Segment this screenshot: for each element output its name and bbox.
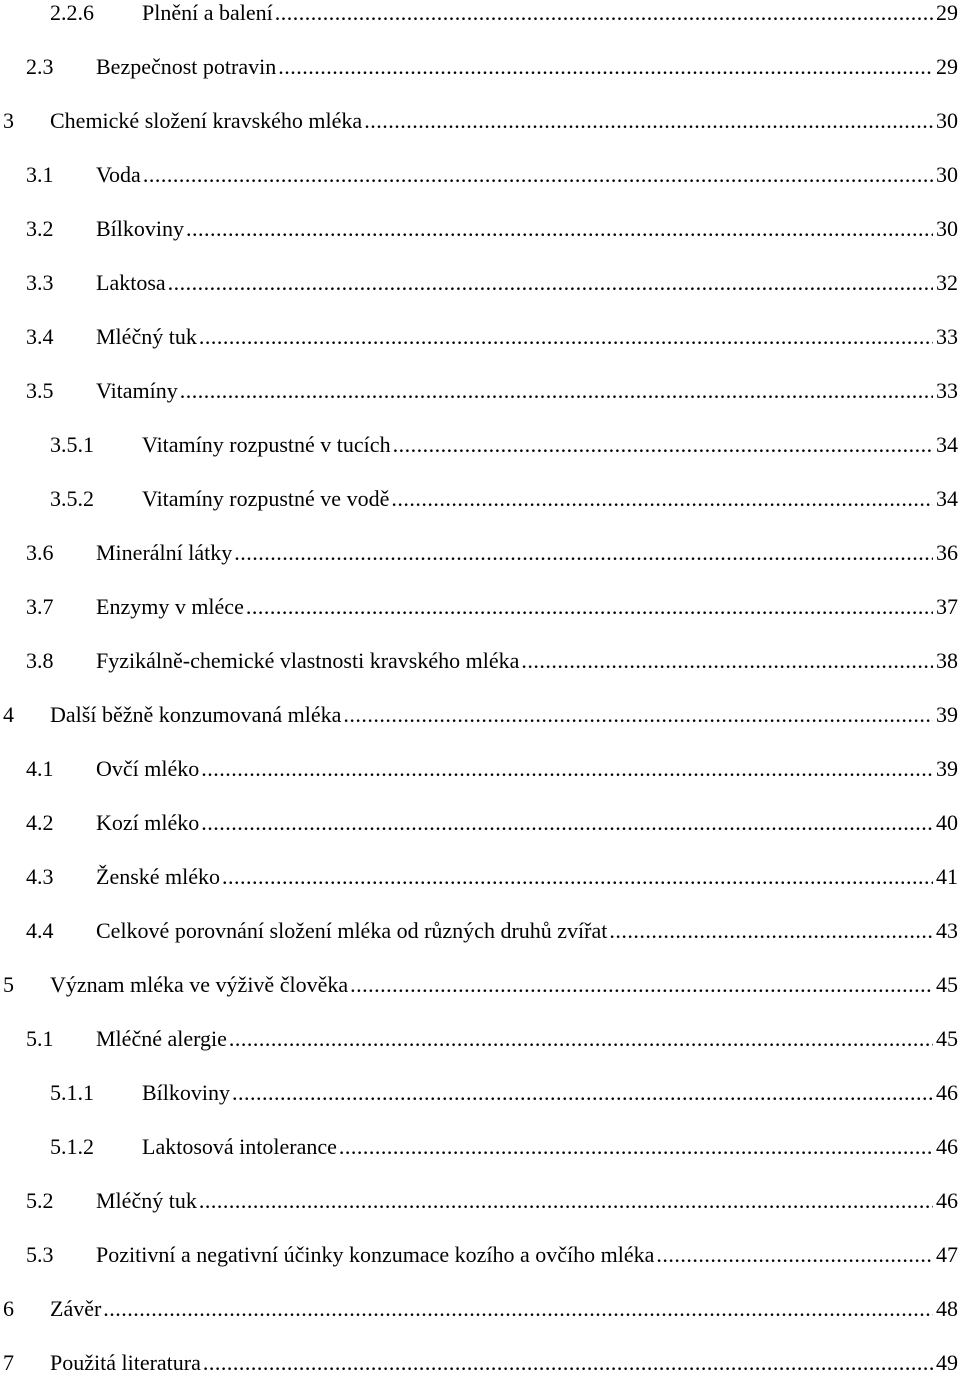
toc-entry-page-number: 39 [936,702,958,727]
toc-entry-number: 3.1 [26,162,54,187]
toc-entry-title: Závěr [50,1296,102,1321]
toc-entry-title: Vitamíny rozpustné ve vodě [142,486,390,511]
toc-entry-number: 3.2 [26,216,54,241]
toc-entry-title: Ovčí mléko [96,756,200,781]
toc-entry-number: 5.1.1 [50,1080,94,1105]
toc-entry-page-number: 37 [936,594,958,619]
toc-entry-page-number: 45 [936,972,958,997]
toc-entry-page-number: 46 [936,1134,958,1159]
toc-entry-page-number: 34 [936,432,958,457]
toc-entry[interactable] [0,580,960,634]
dot-leader [180,377,933,405]
toc-entry[interactable] [0,472,960,526]
toc-entry-number: 6 [3,1296,14,1321]
toc-entry-number: 3.8 [26,648,54,673]
dot-leader [278,53,933,81]
toc-entry[interactable] [0,202,960,256]
toc-entry-number: 5.1 [26,1026,54,1051]
toc-entry-page-number: 43 [936,918,958,943]
dot-leader [350,971,933,999]
toc-entry[interactable] [0,310,960,364]
dot-leader [168,269,933,297]
toc-entry-number: 3.5 [26,378,54,403]
dot-leader [186,215,933,243]
toc-entry[interactable] [0,1174,960,1228]
toc-entry-title: Fyzikálně-chemické vlastnosti kravského mléka [96,648,520,673]
toc-entry[interactable] [0,958,960,1012]
toc-entry-page-number: 49 [936,1350,958,1375]
toc-entry-title: Bílkoviny [96,216,185,241]
toc-entry-title: Pozitivní a negativní účinky konzumace kozího a ovčího mléka [96,1242,655,1267]
dot-leader [232,1079,933,1107]
toc-entry-page-number: 33 [936,324,958,349]
toc-entry-number: 3.5.1 [50,432,94,457]
toc-entry[interactable] [0,364,960,418]
toc-entry-title: Minerální látky [96,540,233,565]
toc-entry-page-number: 29 [936,54,958,79]
toc-entry-page-number: 34 [936,486,958,511]
dot-leader [393,431,933,459]
toc-entry[interactable] [0,94,960,148]
toc-entry-page-number: 40 [936,810,958,835]
toc-entry-title: Voda [96,162,141,187]
toc-entry[interactable] [0,742,960,796]
toc-entry-number: 4.2 [26,810,54,835]
toc-entry-number: 3.3 [26,270,54,295]
toc-entry[interactable] [0,418,960,472]
toc-entry[interactable] [0,526,960,580]
toc-entry[interactable] [0,688,960,742]
toc-entry[interactable] [0,256,960,310]
toc-entry-page-number: 30 [936,108,958,133]
toc-entry[interactable] [0,1336,960,1390]
dot-leader [339,1133,933,1161]
dot-leader [364,107,933,135]
toc-entry-page-number: 48 [936,1296,958,1321]
toc-entry-page-number: 32 [936,270,958,295]
dot-leader [391,485,933,513]
toc-entry-title: Použitá literatura [50,1350,201,1375]
toc-entry-page-number: 39 [936,756,958,781]
toc-entry-number: 3.6 [26,540,54,565]
toc-entry[interactable] [0,1282,960,1336]
toc-entry-number: 3 [3,108,14,133]
toc-entry[interactable] [0,0,960,40]
toc-entry-title: Bezpečnost potravin [96,54,277,79]
toc-entry-title: Laktosa [96,270,166,295]
toc-entry-number: 4 [3,702,14,727]
dot-leader [521,647,933,675]
toc-entry-page-number: 36 [936,540,958,565]
dot-leader [246,593,933,621]
dot-leader [201,809,933,837]
toc-entry-number: 5.1.2 [50,1134,94,1159]
dot-leader [203,1349,933,1377]
toc-entry-number: 4.4 [26,918,54,943]
toc-entry-title: Mléčné alergie [96,1026,227,1051]
dot-leader [275,0,933,27]
dot-leader [143,161,933,189]
toc-entry-number: 2.2.6 [50,0,94,25]
toc-entry[interactable] [0,148,960,202]
toc-entry-title: Další běžně konzumovaná mléka [50,702,342,727]
toc-entry[interactable] [0,1066,960,1120]
toc-entry-title: Kozí mléko [96,810,200,835]
dot-leader [222,863,933,891]
toc-entry-title: Mléčný tuk [96,1188,197,1213]
toc-entry-number: 3.7 [26,594,54,619]
dot-leader [229,1025,933,1053]
toc-entry-title: Vitamíny rozpustné v tucích [142,432,391,457]
toc-entry-number: 5 [3,972,14,997]
dot-leader [201,755,933,783]
toc-entry[interactable] [0,904,960,958]
dot-leader [609,917,933,945]
toc-entry-number: 3.5.2 [50,486,94,511]
toc-entry-title: Ženské mléko [96,864,221,889]
toc-entry-title: Enzymy v mléce [96,594,244,619]
toc-entry-title: Vitamíny [96,378,178,403]
toc-entry-title: Plnění a balení [142,0,273,25]
toc-entry[interactable] [0,1228,960,1282]
toc-entry[interactable] [0,1012,960,1066]
toc-entry-title: Mléčný tuk [96,324,197,349]
toc-entry-title: Význam mléka ve výživě člověka [50,972,349,997]
dot-leader [103,1295,933,1323]
toc-entry-page-number: 46 [936,1080,958,1105]
dot-leader [234,539,933,567]
toc-entry-title: Laktosová intolerance [142,1134,337,1159]
toc-entry-page-number: 46 [936,1188,958,1213]
toc-entry[interactable] [0,1120,960,1174]
toc-entry-number: 5.2 [26,1188,54,1213]
toc-entry-number: 2.3 [26,54,54,79]
toc-entry-title: Celkové porovnání složení mléka od různých druhů zvířat [96,918,608,943]
toc-entry[interactable] [0,634,960,688]
toc-entry[interactable] [0,40,960,94]
toc-entry-page-number: 41 [936,864,958,889]
dot-leader [343,701,933,729]
toc-entry-page-number: 45 [936,1026,958,1051]
toc-entry-page-number: 30 [936,216,958,241]
toc-entry-page-number: 47 [936,1242,958,1267]
dot-leader [199,323,933,351]
toc-entry-title: Bílkoviny [142,1080,231,1105]
toc-entry-number: 3.4 [26,324,54,349]
toc-entry-title: Chemické složení kravského mléka [50,108,363,133]
dot-leader [199,1187,933,1215]
toc-entry-number: 4.1 [26,756,54,781]
toc-entry[interactable] [0,850,960,904]
toc-entry-number: 7 [3,1350,14,1375]
toc-entry-number: 5.3 [26,1242,54,1267]
toc-entry-number: 4.3 [26,864,54,889]
toc-entry[interactable] [0,796,960,850]
toc-entry-page-number: 38 [936,648,958,673]
toc-entry-page-number: 30 [936,162,958,187]
dot-leader [656,1241,933,1269]
toc-entry-page-number: 33 [936,378,958,403]
toc-entry-page-number: 29 [936,0,958,25]
